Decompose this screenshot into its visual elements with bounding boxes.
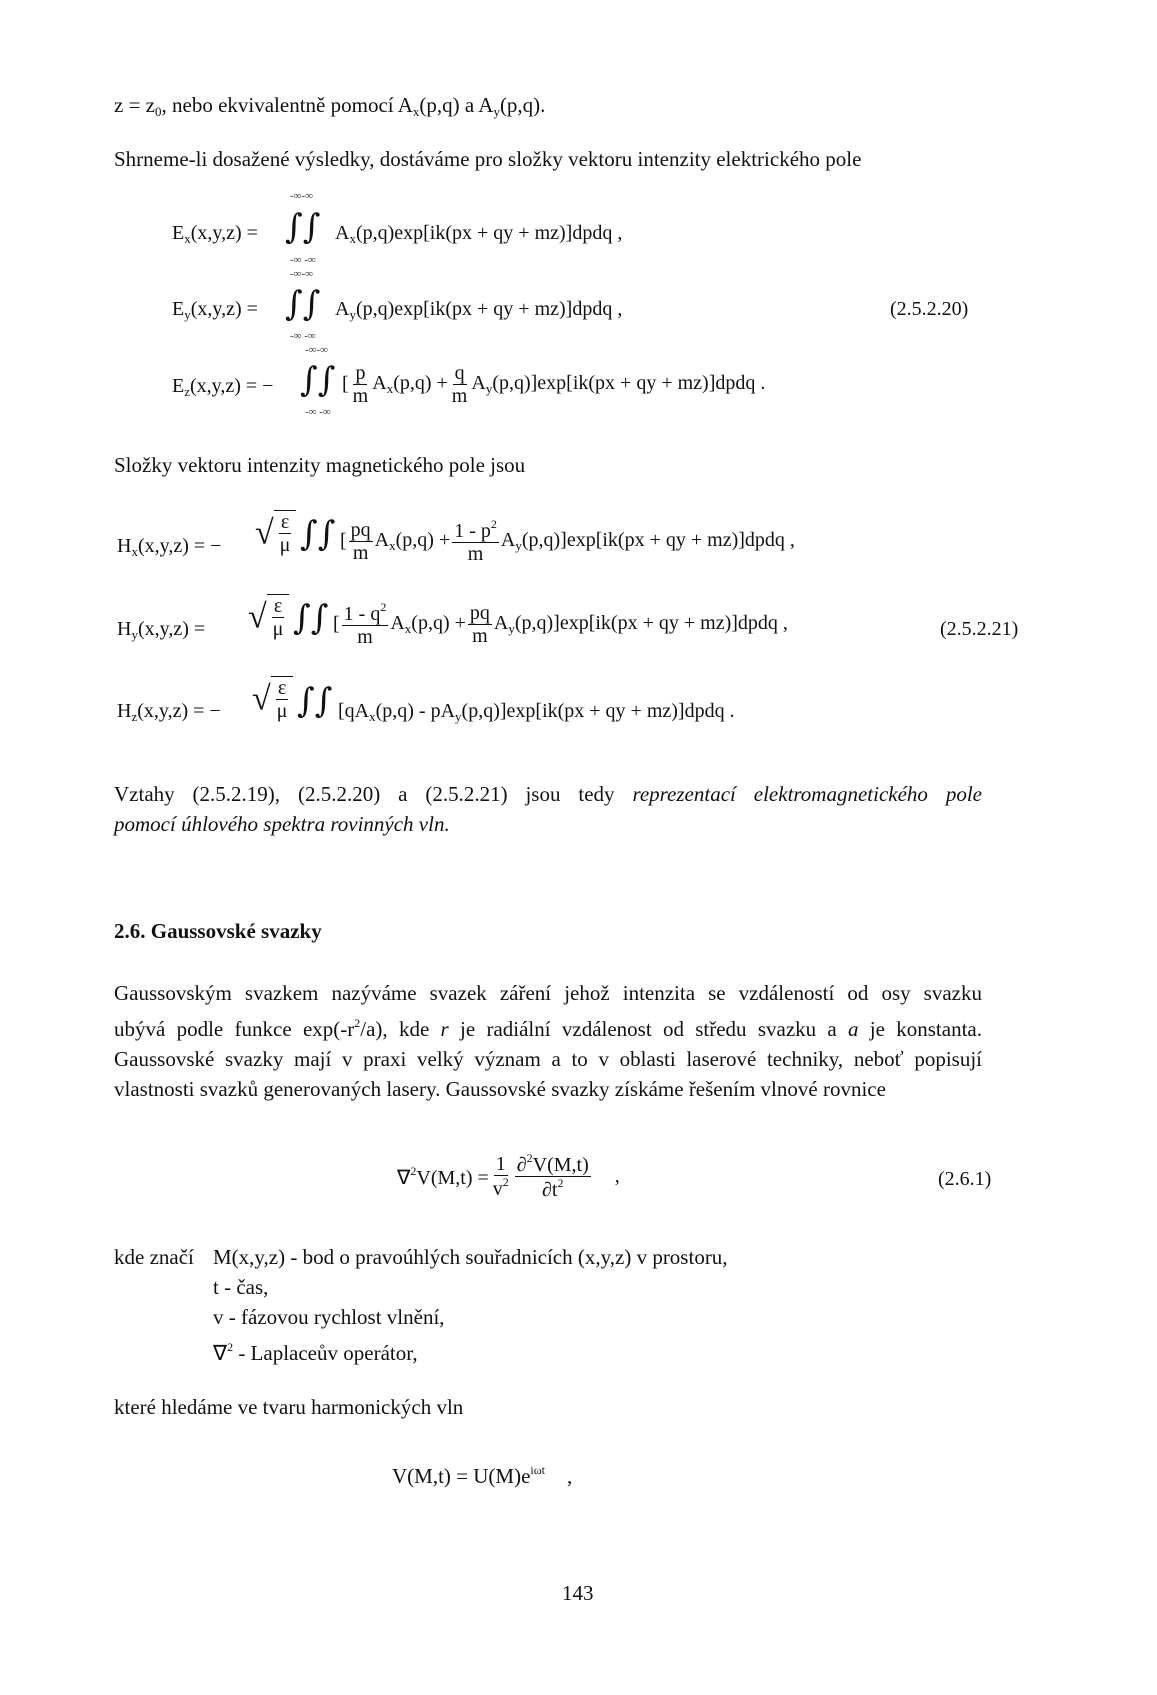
superscript: iωt [530, 1463, 545, 1477]
subscript: 0 [155, 104, 162, 119]
subscript: x [349, 231, 356, 246]
fraction-p-m [351, 362, 371, 407]
double-integral-icon: ∫∫ [293, 598, 329, 638]
text: (x,y,z) = − [137, 700, 221, 722]
italic-text: reprezentací elektromagnetického pole [632, 782, 982, 806]
text: (p,q). [499, 93, 546, 117]
text: (p,q)]exp[ik(px + qy + mz)]dpdq , [521, 529, 795, 551]
page-number: 143 [562, 1581, 594, 1605]
text: , [566, 1464, 573, 1488]
text: A [335, 222, 350, 244]
text: , [614, 1165, 620, 1187]
equation-number: (2.6.1) [938, 1168, 992, 1190]
superscript: 2 [410, 1163, 417, 1178]
double-integral-icon: ∫∫ [300, 514, 336, 554]
italic-text: a [848, 1017, 859, 1041]
numerator: pq [350, 519, 371, 541]
denominator: m [357, 626, 373, 648]
text: (x,y,z) = − [190, 375, 274, 397]
text: je konstanta. [858, 1017, 982, 1041]
numerator: ε [280, 511, 290, 533]
double-integral-icon: ∫∫ [300, 360, 336, 400]
text: A [471, 372, 486, 394]
subscript: y [515, 538, 522, 553]
text: (p,q)]exp[ik(px + qy + mz)]dpdq . [492, 372, 766, 394]
integral-limits: -∞-∞ [290, 190, 314, 202]
text: (p,q)exp[ik(px + qy + mz)]dpdq , [355, 222, 623, 244]
text: Vztahy (2.5.2.19), (2.5.2.20) a (2.5.2.21) jsou tedy [114, 782, 633, 806]
text: A [500, 529, 516, 551]
subscript: y [349, 307, 356, 322]
equation-number: (2.5.2.20) [890, 298, 969, 320]
text: (x,y,z) = [137, 618, 206, 640]
integral-limits: -∞-∞ [305, 344, 329, 356]
legend-lead: kde značí [114, 1245, 194, 1269]
denominator: μ [272, 618, 284, 640]
text: [qA [338, 700, 370, 722]
hx-line [117, 535, 221, 560]
numerator: pq [469, 602, 490, 624]
equation-number: (2.5.2.21) [940, 618, 1019, 640]
text: (p,q)exp[ik(px + qy + mz)]dpdq , [355, 298, 623, 320]
numerator: ε [277, 677, 287, 699]
ex-line [172, 222, 258, 247]
line: vlastnosti svazků generovaných lasery. Gaussovské svazky získáme řešením vlnové rovnice [114, 1077, 886, 1101]
legend-item [213, 1332, 418, 1368]
denominator: m [352, 385, 369, 407]
text: V(M,t) = [416, 1166, 489, 1189]
text: ubývá podle funkce exp(-r [114, 1017, 355, 1041]
sqrt-icon: √ [255, 514, 274, 552]
ey-body [335, 298, 622, 323]
line: Gaussovským svazkem nazýváme svazek záření jehož intenzita se vzdáleností od osy svazku [114, 981, 982, 1005]
double-integral-icon: ∫∫ [297, 681, 333, 721]
vztahy-paragraph [114, 779, 982, 839]
subscript: x [389, 538, 396, 553]
symbol: H [117, 535, 132, 557]
text: z = z [114, 93, 155, 117]
hy-body: [ $\frac{1 - q^2}{m}$ $A_x(p,q)$ + $\frac{pq}{m}$ $A_y(p,q)]\exp[ik(px$ + qy + mz)]dpdq , [333, 600, 788, 648]
superscript: 2 [557, 1176, 564, 1190]
integral-limits: -∞-∞ [290, 268, 314, 280]
text: /a), kde [360, 1017, 441, 1041]
subscript: z [184, 384, 190, 399]
nabla-icon: ∇ [397, 1166, 411, 1189]
legend-item: M(x,y,z) - bod o pravoúhlých souřadnicích (x,y,z) v prostoru, [213, 1245, 728, 1269]
symbol: E [172, 222, 185, 244]
text: (x,y,z) = [190, 298, 258, 320]
text: , nebo ekvivalentně pomocí A [161, 93, 413, 117]
superscript: 2 [227, 1340, 234, 1354]
text: (p,q)]exp[ik(px + qy + mz)]dpdq , [514, 612, 788, 634]
intro-h-paragraph: Složky vektoru intenzity magnetického pole jsou [114, 453, 526, 477]
harmonic-intro: které hledáme ve tvaru harmonických vln [114, 1395, 464, 1419]
symbol: E [172, 298, 185, 320]
text: A [390, 612, 405, 634]
text: (p,q)]exp[ik(px + qy + mz)]dpdq . [461, 700, 735, 722]
equation-harmonic [392, 1463, 572, 1489]
denominator: μ [279, 534, 291, 556]
fraction-eps-mu [275, 677, 290, 722]
equation-2-6-1 [397, 1152, 620, 1201]
gauss-paragraph [114, 978, 982, 1104]
symbol: H [117, 700, 132, 722]
fraction-d2v-dt2 [515, 1152, 591, 1201]
text: A [374, 529, 390, 551]
intro-e-paragraph: Shrneme-li dosažené výsledky, dostáváme pro složky vektoru intenzity elektrického pole [114, 147, 862, 171]
sqrt-eps-mu [248, 594, 289, 640]
fraction-1-q2-m [342, 601, 389, 648]
nabla-icon: ∇ [213, 1341, 228, 1365]
fraction-eps-mu [271, 595, 286, 640]
subscript: y [508, 621, 515, 636]
subscript: x [131, 544, 138, 559]
text: (p,q) a A [419, 93, 494, 117]
denominator: ∂t [542, 1179, 558, 1201]
superscript: 2 [526, 1151, 533, 1165]
fraction-eps-mu [278, 511, 293, 556]
numerator: q [454, 362, 465, 384]
integral-limits: -∞ -∞ [290, 254, 316, 266]
numerator: 1 [495, 1153, 506, 1175]
text: V(M,t) = U(M)e [392, 1464, 531, 1488]
subscript: y [485, 381, 493, 396]
subscript: x [412, 104, 420, 119]
sqrt-eps-mu [252, 676, 293, 722]
text: - Laplaceův operátor, [233, 1341, 418, 1365]
numerator: p [355, 362, 366, 384]
numerator: ε [273, 595, 283, 617]
subscript: x [386, 381, 394, 396]
subscript: y [184, 307, 191, 322]
denominator: v [492, 1178, 503, 1200]
italic-text: pomocí úhlového spektra rovinných vln. [114, 812, 450, 836]
hz-body [338, 700, 735, 725]
numerator: V(M,t) [532, 1154, 589, 1176]
legend-item: v - fázovou rychlost vlnění, [213, 1305, 445, 1329]
top-line [114, 90, 545, 127]
symbol: E [172, 375, 185, 397]
fraction-q-m [450, 362, 470, 407]
text: (p,q) + [395, 529, 451, 551]
italic-text: r [440, 1017, 449, 1041]
double-integral-icon: ∫∫ [285, 207, 321, 247]
integral-limits: -∞ -∞ [305, 406, 331, 418]
line: Gaussovské svazky mají v praxi velký význam a to v oblasti laserové techniky, neboť popisují [114, 1047, 982, 1071]
double-integral-icon: ∫∫ [285, 284, 321, 324]
ex-body [335, 222, 622, 247]
subscript: x [404, 621, 412, 636]
subscript: z [131, 709, 138, 724]
text: A [493, 612, 509, 634]
legend-item: t - čas, [213, 1275, 269, 1299]
integral-limits: -∞ -∞ [290, 330, 316, 342]
text: (x,y,z) = [190, 222, 258, 244]
superscript: 2 [490, 517, 497, 531]
denominator: m [451, 385, 468, 407]
fraction-1-v2 [491, 1153, 511, 1200]
text: (p,q) + [393, 372, 448, 394]
subscript: y [455, 709, 462, 724]
text: je radiální vzdálenost od středu svazku a [448, 1017, 849, 1041]
ey-line [172, 298, 258, 323]
line [114, 1008, 982, 1044]
fraction-1-p2-m [452, 518, 499, 565]
text: (p,q) - pA [375, 700, 456, 722]
superscript: 2 [380, 600, 387, 614]
text: A [372, 372, 387, 394]
sqrt-icon: √ [248, 598, 267, 636]
fraction-pq-m [468, 602, 492, 647]
ez-line [172, 375, 273, 400]
partial-icon: ∂ [516, 1154, 527, 1176]
subscript: x [369, 709, 376, 724]
section-heading: 2.6. Gaussovské svazky [114, 919, 322, 943]
numerator: 1 - p [454, 520, 491, 542]
ez-body: [ $\frac{p}{m}$ $A_x(p,q)$ + $\frac{q}{m}$ $A_y(p,q)]\exp[ik(px$ + qy + mz)]dpdq . [342, 362, 766, 407]
text: (p,q) + [411, 612, 466, 634]
denominator: μ [276, 700, 288, 722]
hy-line [117, 618, 205, 643]
numerator: 1 - q [343, 603, 381, 625]
subscript: x [184, 231, 191, 246]
denominator: m [352, 542, 369, 564]
denominator: m [472, 625, 488, 647]
sqrt-eps-mu [255, 510, 296, 556]
hx-body: [ $\frac{pq}{m}$ $A_x(p,q)$ + $\frac{1 - p^2}{m}$ $A_y(p,q)]\exp[ik(px$ + qy + mz)]dpdq , [340, 517, 795, 565]
fraction-pq-m [349, 519, 373, 564]
sqrt-icon: √ [252, 680, 271, 718]
superscript: 2 [354, 1016, 361, 1030]
symbol: H [117, 618, 132, 640]
text: A [335, 298, 350, 320]
superscript: 2 [502, 1175, 509, 1189]
hz-line [117, 700, 221, 725]
denominator: m [467, 543, 484, 565]
text: (x,y,z) = − [137, 535, 222, 557]
subscript: y [131, 627, 138, 642]
subscript: y [493, 104, 500, 119]
